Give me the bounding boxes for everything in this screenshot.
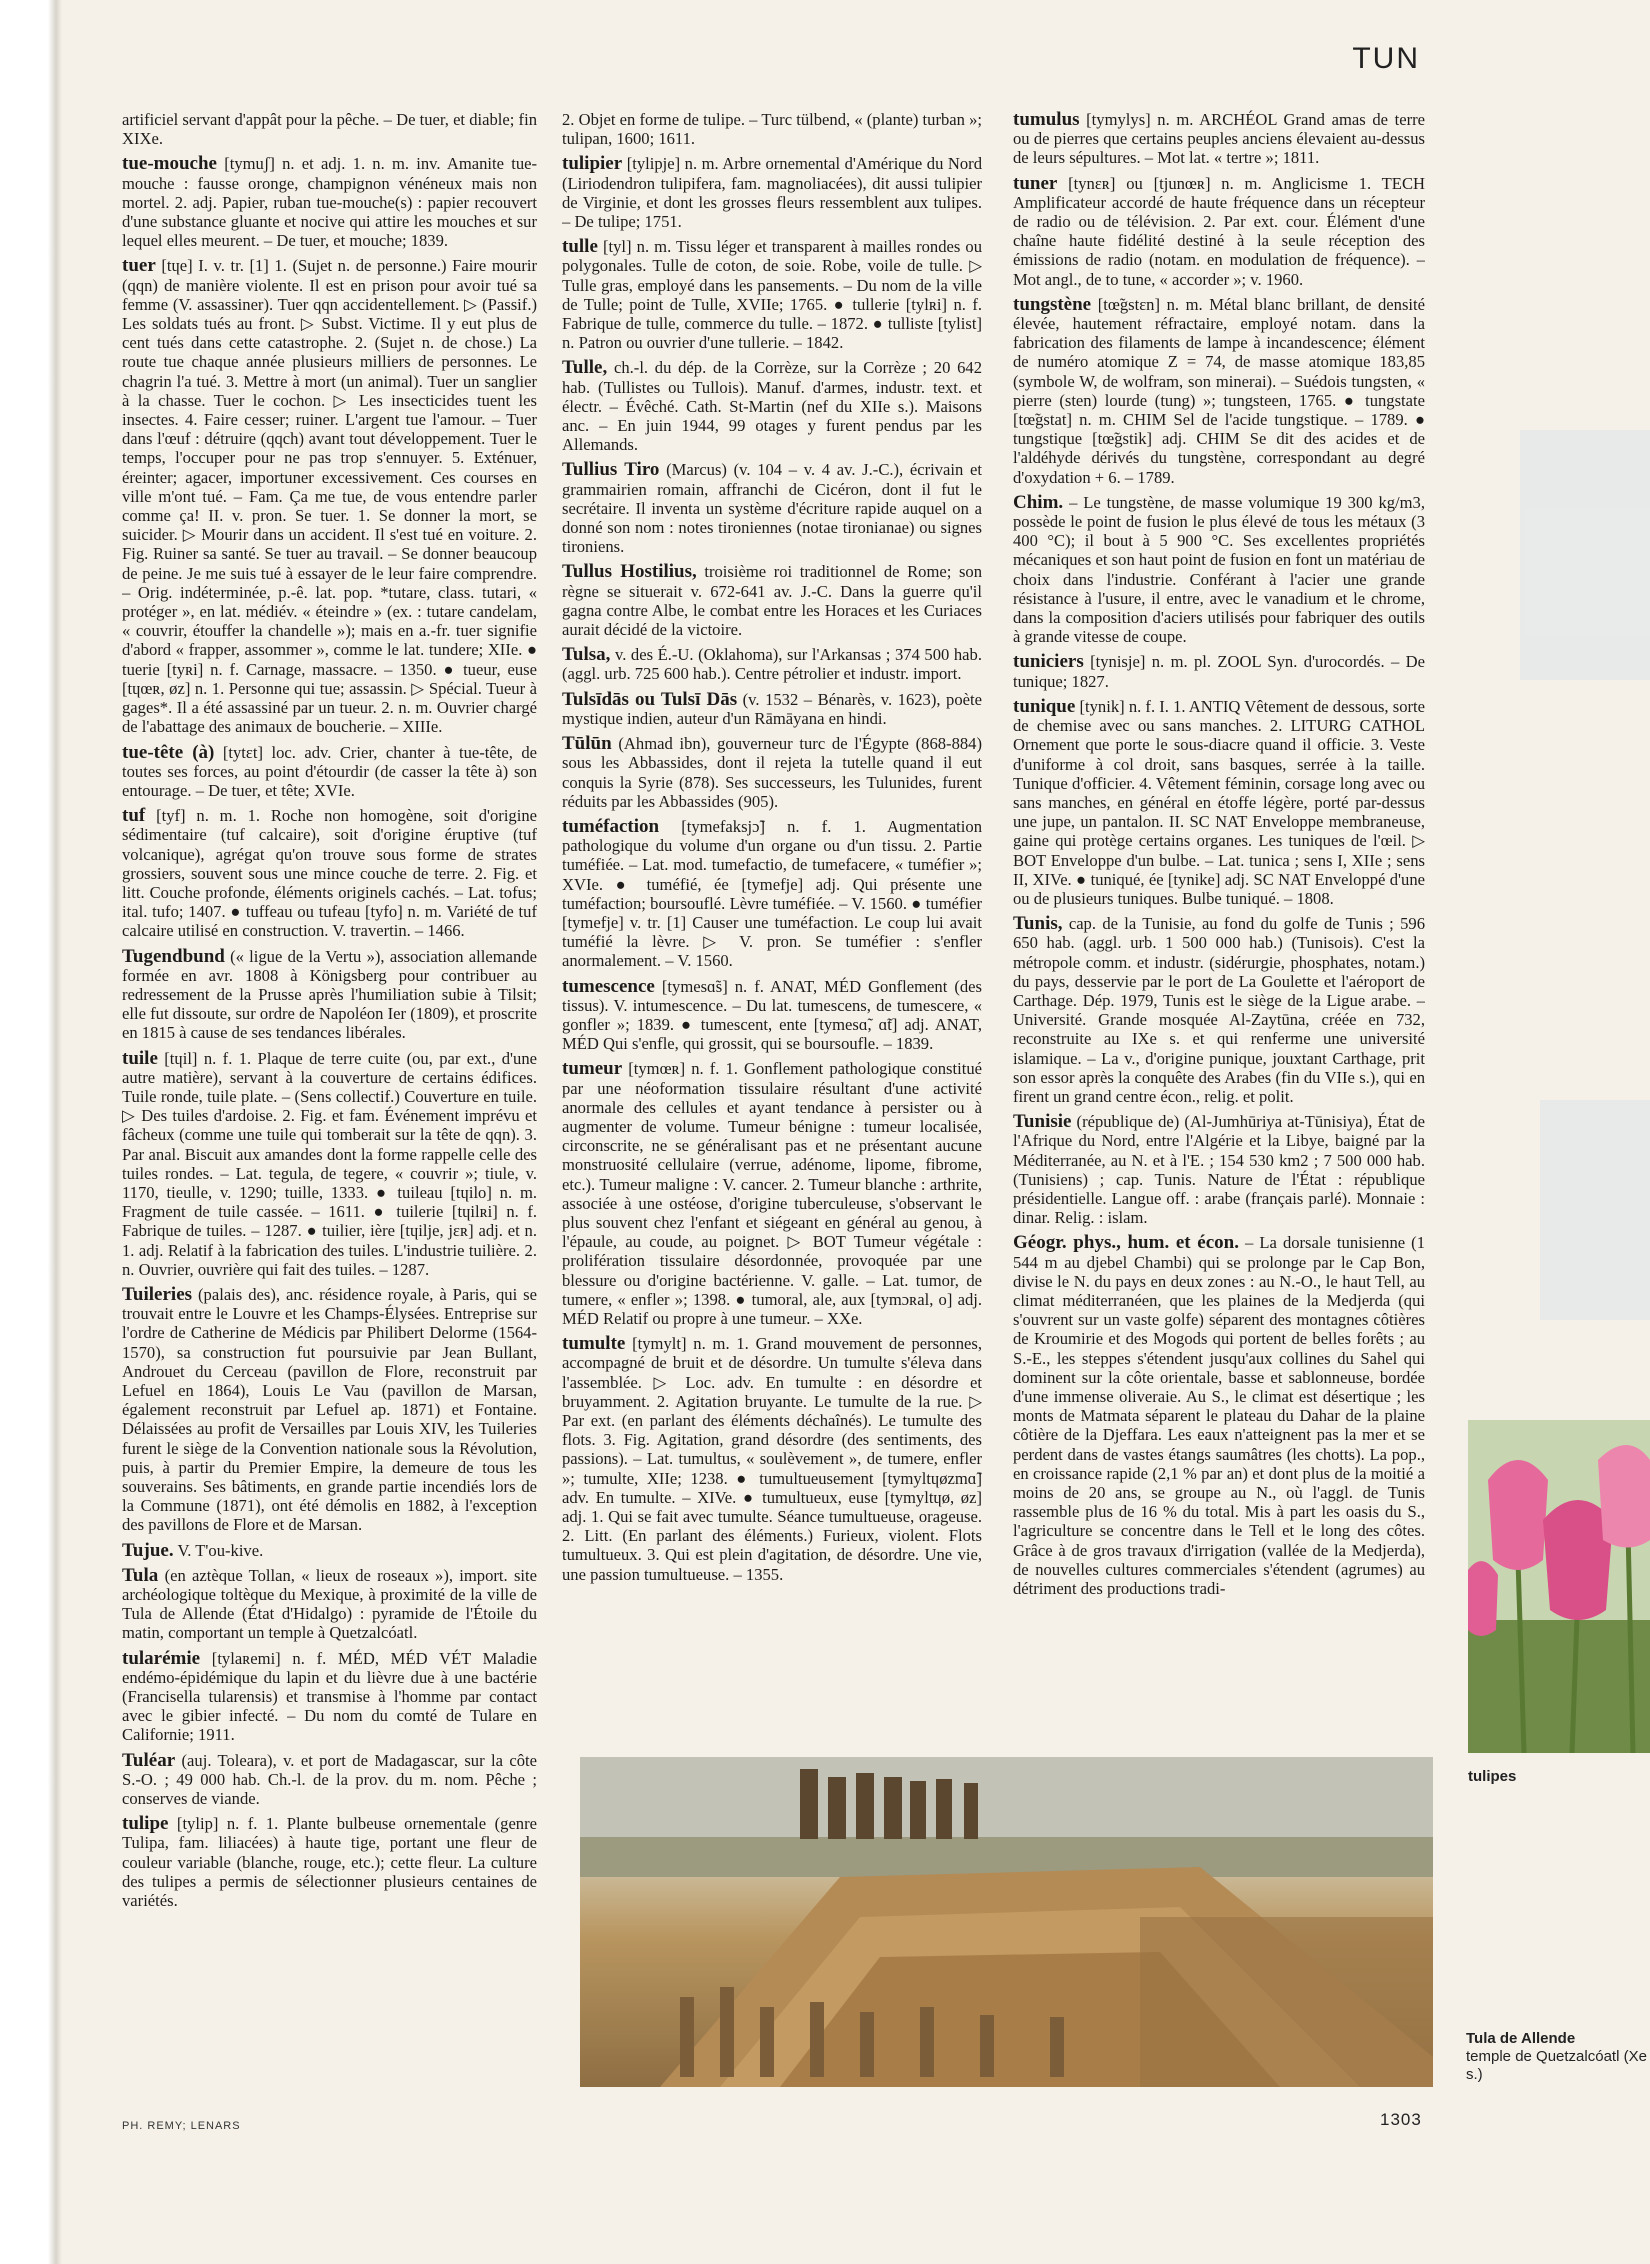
dictionary-entry [122, 1649, 537, 1745]
entry-headword: tulipe [122, 1813, 169, 1835]
dictionary-entry [122, 110, 537, 148]
dictionary-entry [562, 645, 982, 683]
entry-definition: [tytɛt] loc. adv. Crier, chanter à tue-tête, de toutes ses forces, au point d'étourdir (de casser la tête à) son entourage. – De tuer, et tête; XVIe. [122, 742, 537, 800]
entry-definition: v. des É.-U. (Oklahoma), sur l'Arkansas ; 374 500 hab. (aggl. urb. 725 600 hab.). Centre pétrolier et industr. import. [562, 645, 982, 684]
dictionary-entry [122, 1541, 537, 1560]
entry-headword: tue-tête (à) [122, 741, 215, 763]
dictionary-entry [122, 1814, 537, 1910]
entry-headword: Tunis, [1013, 913, 1063, 935]
bleed-through-shade [1540, 1100, 1650, 1320]
tula-caption [1466, 2030, 1650, 2084]
dictionary-entry [1013, 174, 1425, 289]
entry-headword: Chim. [1013, 491, 1064, 513]
entry-definition: [tyf] n. m. 1. Roche non homogène, soit d'origine sédimentaire (tuf calcaire), soit d'origine éruptive (tuf volcanique), agrégat qu'on trouve sous forme de strates grossiers, souvent sous une mince couche de terre. 2. Fig. et litt. Couche profonde, éléments originels cachés. – Lat. tofus; ital. tufo; 1407. ● tuffeau ou tufeau [tyfo] n. m. Variété de tuf calcaire utilisé en construction. V. travertin. – 1466. [122, 806, 537, 941]
page-number: 1303 [1380, 2110, 1422, 2129]
entry-headword: Tulsīdās ou Tulsī Dās [562, 688, 738, 710]
text-column-3 [1013, 110, 1425, 1750]
entry-definition: [tynisje] n. m. pl. ZOOL Syn. d'urocordés. – De tunique; 1827. [1013, 652, 1425, 691]
entry-definition: (en aztèque Tollan, « lieux de roseaux »), import. site archéologique toltèque du Mexique, à proximité de la ville de Tula de Allende (État d'Hidalgo) : pyramide de l'Étoile du matin, comportant un temple à Quetzalcóatl. [122, 1565, 537, 1643]
text-column-1 [122, 110, 537, 2095]
entry-definition: [tylipje] n. m. Arbre ornemental d'Amérique du Nord (Liriodendron tulipifera, fam. magnoliacées), dit aussi tulipier de Virginie, et dont les grosses fleurs ressemblent aux tulipes. – De tulipe; 1751. [562, 154, 982, 232]
dictionary-entry [122, 743, 537, 801]
entry-headword: tulle [562, 236, 598, 258]
dictionary-entry [562, 817, 982, 971]
dictionary-entry [1013, 1233, 1425, 1598]
bleed-through-shade [1520, 430, 1650, 680]
dictionary-entry [122, 1049, 537, 1279]
dictionary-entry [562, 977, 982, 1054]
entry-definition: (Ahmad ibn), gouverneur turc de l'Égypte (868-884) sous les Abbassides, dont il rejeta la tutelle quand il eut conquis la Syrie (878). Ses successeurs, les Tulunides, furent réduits par les Abbassides (905). [562, 734, 982, 811]
dictionary-entry [1013, 295, 1425, 487]
entry-headword: tuniciers [1013, 651, 1084, 673]
entry-headword: Tuileries [122, 1283, 193, 1305]
tula-temple-illustration [580, 1757, 1433, 2087]
dictionary-entry [122, 154, 537, 250]
entry-headword: Tullius Tiro [562, 459, 660, 481]
entry-definition: – La dorsale tunisienne (1 544 m au djebel Chambi) qui se prolonge par le Cap Bon, divise le N. du pays en deux zones : au N.-O., le haut Tell, au climat méditerranéen, que les plaines de la Medjerda (qui s'ouvrent sur un vaste golfe) séparent des montagnes côtières de Kroumirie et des Mogods qui portent de belles forêts ; au S.-E., les steppes s'étendent jusqu'aux collines du Sahel qui dominent sur la côte orientale, basse et sablonneuse, bordée d'une immense oliveraie. Au S., le climat est désertique ; les monts de Matmata séparent le plateau du Dahar de la plaine côtière de la Djeffara. Les eaux n'atteignent pas la mer et se perdent dans de vastes étangs saumâtres (les chotts). La pop., en croissance rapide (2,1 % par an) et dont plus de la moitié a moins de 20 ans, se groupe au N., où l'aggl. de Tunis rassemble plus de 16 % du total. Mis à part les oasis du S., l'agriculture se concentre dans le Tell et le long des côtes. Grâce à de gros travaux d'irrigation (vallée de la Medjerda), de nouvelles cultures commerciales s'étendent (agrumes) au détriment des productions tradi- [1013, 1233, 1425, 1599]
entry-headword: Géogr. phys., hum. et écon. [1013, 1232, 1239, 1254]
dictionary-entry [562, 110, 982, 148]
dictionary-entry [1013, 493, 1425, 647]
dictionary-entry [562, 237, 982, 352]
dictionary-entry [562, 1059, 982, 1328]
dictionary-entry [562, 358, 982, 454]
entry-definition: [tynɛʀ] ou [tjunœʀ] n. m. Anglicisme 1. TECH Amplificateur accordé de haute fréquence dans un récepteur de radio ou de télévision. 2. Par ext. cour. Élément d'une chaîne haute fidélité destiné à la seule réception des émissions de radio (notam. en modulation de fréquence). – Mot angl., de to tune, « accorder »; v. 1960. [1013, 173, 1425, 289]
entry-definition: [tymuʃ] n. et adj. 1. n. m. inv. Amanite tue-mouche : fausse oronge, champignon vénéneux mais non mortel. 2. adj. Papier, ruban tue-mouche(s) : papier recouvert d'une substance gluante et nocive qui attire les mouches et sur lequel elles meurent. – De tuer, et mouche; 1839. [122, 154, 537, 251]
entry-definition: (auj. Toleara), v. et port de Madagascar, sur la côte S.-O. ; 49 000 hab. Ch.-l. de la prov. du m. nom. Pêche ; conserves de viande. [122, 1750, 537, 1809]
entry-headword: tuméfaction [562, 815, 660, 837]
dictionary-entry [562, 1334, 982, 1584]
tula-caption-subtitle: temple de Quetzalcóatl (Xe s.) [1466, 2048, 1647, 2083]
photo-credit: PH. REMY; LENARS [122, 2120, 241, 2132]
entry-headword: Tūlūn [562, 733, 612, 755]
tula-caption-title: Tula de Allende [1466, 2030, 1576, 2047]
entry-headword: Tullus Hostilius, [562, 561, 697, 583]
entry-headword: tungstène [1013, 293, 1092, 315]
entry-definition: V. T'ou-kive. [177, 1540, 264, 1560]
dictionary-entry [1013, 697, 1425, 908]
dictionary-entry [1013, 914, 1425, 1106]
entry-headword: tunique [1013, 695, 1076, 717]
entry-headword: Tulle, [562, 357, 608, 379]
entry-definition: 2. Objet en forme de tulipe. – Turc tülbend, « (plante) turban »; tulipan, 1600; 1611. [562, 110, 982, 149]
entry-definition: [tymefaksjɔ̃] n. f. 1. Augmentation pathologique du volume d'un organe ou d'un tissu. 2. Partie tuméfiée. – Lat. mod. tumefactio, de tumefacere, « tuméfier »; XVIe. ● tuméfié, ée [tymefje] adj. Qui présente une tuméfaction; boursouflé. Lèvre tuméfiée. – V. 1560. ● tuméfier [tymefje] v. tr. [1] Causer une tuméfaction. Le coup lui avait tuméfié la lèvre. ▷ V. pron. Se tuméfier : s'enfler anormalement. – V. 1560. [562, 816, 982, 971]
entry-definition: troisième roi traditionnel de Rome; son règne se situerait v. 672-641 av. J.-C. Dans la guerre qu'il gagna contre Albe, le combat entre les Horaces et les Curiaces aurait décidé de la victoire. [562, 562, 982, 640]
dictionary-entry [1013, 1112, 1425, 1227]
dictionary-entry [122, 1285, 537, 1535]
entry-definition: [tyl] n. m. Tissu léger et transparent à mailles rondes ou polygonales. Tulle de coton, de soie. Robe, voile de tulle. ▷ Tulle gras, employé dans les pansements. – Du nom de la ville de Tulle; point de Tulle, XVIIe; 1765. ● tullerie [tylʀi] n. f. Fabrique de tulle, commerce du tulle. – 1872. ● tulliste [tylist] n. Patron ou ouvrier d'une tullerie. – 1842. [562, 237, 982, 353]
dictionary-entry [122, 1751, 537, 1809]
entry-definition: (république de) (Al-Jumhūriya at-Tūnisiya), État de l'Afrique du Nord, entre l'Algérie et la Libye, baigné par la Méditerranée, au N. et à l'E. ; 154 530 km2 ; 7 500 000 hab. (Tunisiens) ; cap. Tunis. Nature de l'État : république présidentielle. Langue off. : arabe (français parlé). Monnaie : dinar. Relig. : islam. [1013, 1112, 1425, 1228]
entry-headword: Tugendbund [122, 945, 225, 967]
dictionary-entry [1013, 652, 1425, 690]
entry-definition: [tɥil] n. f. 1. Plaque de terre cuite (ou, par ext., d'une autre matière), servant à la couverture de certains édifices. Tuile ronde, tuile plate. – (Sens collectif.) Couverture en tuile. ▷ Des tuiles d'ardoise. 2. Fig. et fam. Événement imprévu et fâcheux (comme une tuile qui tomberait sur la tête de qqn). 3. Par anal. Biscuit aux amandes dont la forme rappelle celle des tuiles rondes. – Lat. tegula, de tegere, « couvrir »; tiule, v. 1170, tieulle, v. 1290; tuille, 1333. ● tuileau [tɥilo] n. m. Fragment de tuile cassée. – 1611. ● tuilerie [tɥilʀi] n. f. Fabrique de tuiles. – 1287. ● tuilier, ière [tɥilje, jɛʀ] adj. et n. 1. adj. Relatif à la fabrication des tuiles. L'industrie tuilière. 2. n. Ouvrier, ouvrière qui fait des tuiles. – 1287. [122, 1048, 537, 1279]
dictionary-entry [122, 806, 537, 940]
dictionary-entry [562, 690, 982, 728]
entry-headword: tularémie [122, 1647, 201, 1669]
entry-headword: tumulte [562, 1333, 626, 1355]
entry-definition: (Marcus) (v. 104 – v. 4 av. J.-C.), écrivain et grammairien romain, affranchi de Cicéron, dont il fut le secrétaire. Il inventa un système d'écriture rapide auquel on a donné son nom : notes tironiennes (notae tironianae) ou signes tironiens. [562, 460, 982, 557]
entry-definition: (« ligue de la Vertu »), association allemande formée en avr. 1808 à Königsberg pour contribuer au redressement de la Prusse après l'humiliation subie à Tilsit; elle fut dissoute, sur ordre de Napoléon Ier (1809), et proscrite en 1815 à cause de ses tendances libérales. [122, 946, 537, 1043]
entry-definition: [tylaʀemi] n. f. MÉD, MÉD VÉT Maladie endémo-épidémique du lapin et du lièvre due à une bactérie (Francisella tularensis) et transmise à l'homme par contact avec le gibier infecté. – Du nom du comté de Tulare en Californie; 1911. [122, 1648, 537, 1745]
tulips-photo [1468, 1420, 1650, 1753]
entry-headword: Tuléar [122, 1749, 176, 1771]
entry-definition: [tœ̃gstɛn] n. m. Métal blanc brillant, de densité élevée, hautement réfractaire, employé notam. dans la fabrication des filaments de lampe à incandescence; élément de numéro atomique Z = 74, de masse atomique 183,85 (symbole W, de wolfram, son minerai). – Suédois tungsten, « pierre (sten) lourde (tung) »; tungsteen, 1765. ● tungstate [tœ̃gstat] n. m. CHIM Sel de l'acide tungstique. – 1789. ● tungstique [tœ̃gstik] adj. CHIM Se dit des acides et de l'aldéhyde dérivés du tungstène, correspondant au degré d'oxydation + 6. – 1789. [1013, 294, 1425, 487]
entry-definition: [tynik] n. f. I. 1. ANTIQ Vêtement de dessous, sorte de chemise avec ou sans manches. 2. LITURG CATHOL Ornement que porte le sous-diacre quand il officie. 3. Veste d'uniforme à col droit, sans basques, serrée à la taille. Tunique d'officier. 4. Vêtement féminin, corsage long avec ou sans manches, en général en étoffe légère, porté par-dessus une jupe, un pantalon. II. SC NAT Enveloppe membraneuse, gaine qui protège certains organes. Les tuniques de l'œil. ▷ BOT Enveloppe d'un bulbe. – Lat. tunica ; sens I, XIIe ; sens II, XIVe. ● tuniqué, ée [tynike] adj. SC NAT Enveloppé d'une ou de plusieurs tuniques. Bulbe tuniqué. – 1808. [1013, 696, 1425, 908]
entry-headword: tuer [122, 255, 156, 277]
page-left-edge-shadow [0, 0, 62, 2264]
entry-headword: Tunisie [1013, 1111, 1072, 1133]
entry-headword: tumulus [1013, 110, 1080, 130]
entry-definition: [tymesɑ̃s] n. f. ANAT, MÉD Gonflement (des tissus). V. intumescence. – Du lat. tumescens, de tumescere, « gonfler »; 1839. ● tumescent, ente [tymesɑ̃, ɑ̃t] adj. ANAT, MÉD Qui s'enfle, qui grossit, qui se boursoufle. – 1839. [562, 976, 982, 1054]
entry-definition: (palais des), anc. résidence royale, à Paris, qui se trouvait entre le Louvre et les Champs-Élysées. Entreprise sur l'ordre de Catherine de Médicis par Philibert Delorme (1564-1570), sa construction fut poursuivie par Jean Bullant, Androuet du Cerceau (pavillon de Flore, reconstruit par Lefuel en 1864), Louis Le Vau (pavillon de Marsan, également reconstruit par Lefuel ap. 1871) et Fontaine. Délaissées au profit de Versailles par Louis XIV, les Tuileries furent le siège de la Convention nationale sous la Révolution, puis, à partir du Premier Empire, la demeure de tous les souverains. Ses bâtiments, en grande partie incendiés lors de la Commune (1871), ont été démolis en 1882, à l'exception des pavillons de Flore et de Marsan. [122, 1284, 537, 1535]
entry-headword: tumeur [562, 1058, 623, 1080]
entry-definition: [tymylt] n. m. 1. Grand mouvement de personnes, accompagné de bruit et de désordre. Un tumulte s'éleva dans l'assemblée. ▷ Loc. adv. En tumulte : en désordre et bruyamment. 2. Agitation bruyante. Le tumulte de la rue. ▷ Par ext. (en parlant des éléments déchaînés). Le tumulte des flots. 3. Fig. Agitation, grand désordre (des sentiments, des passions). – Lat. tumultus, « soulèvement », de tumere, enfler »; tumulte, XIIe; 1238. ● tumultueusement [tymyltɥøzmɑ̃] adv. En tumulte. – XIVe. ● tumultueux, euse [tymyltɥø, øz] adj. 1. Qui se fait avec tumulte. Séance tumultueuse, orageuse. 2. Litt. (En parlant des éléments.) Furieux, violent. Flots tumultueux. 3. Qui est plein d'agitation, de désordre. Une vie, une passion tumultueuse. – 1355. [562, 1334, 982, 1584]
entry-definition: artificiel servant d'appât pour la pêche. – De tuer, et diable; fin XIXe. [122, 110, 537, 149]
dictionary-entry [562, 734, 982, 811]
tula-photo [580, 1757, 1433, 2087]
entry-definition: ch.-l. du dép. de la Corrèze, sur la Corrèze ; 20 642 hab. (Tullistes ou Tullois). Manuf. d'armes, industr. text. et électr. – Évêché. Cath. St-Martin (nef du XIIe s.). Maisons anc. – En juin 1944, 99 otages y furent pendus par les Allemands. [562, 358, 982, 455]
dictionary-entry [1013, 110, 1425, 168]
running-head: TUN [1352, 42, 1420, 75]
entry-headword: tumescence [562, 975, 655, 997]
entry-headword: Tulsa, [562, 644, 611, 666]
entry-definition: [tylip] n. f. 1. Plante bulbeuse ornementale (genre Tulipa, fam. liliacées) à haute tige, portant une fleur de couleur variable (blanche, rouge, etc.); cette fleur. La culture des tulipes a permis de sélectionner plusieurs centaines de variétés. [122, 1814, 537, 1911]
entry-headword: tulipier [562, 153, 623, 175]
entry-definition: – Le tungstène, de masse volumique 19 300 kg/m3, possède le point de fusion le plus élevé de tous les métaux (3 400 °C); il bout à 5 900 °C. Ses excellentes propriétés mécaniques et son haut point de fusion en font un matériau de choix dans l'industrie. Conférant à l'acier une grande résistance à l'usure, il entre, avec le vanadium et le chrome, dans la composition d'aciers utilisés pour fabriquer des outils à grande vitesse de coupe. [1013, 492, 1425, 647]
dictionary-entry [122, 1566, 537, 1643]
entry-definition: [tymœʀ] n. f. 1. Gonflement pathologique constitué par une néoformation tissulaire résultant d'une activité anormale des cellules et ayant tendance à persister ou à augmenter de volume. Tumeur bénigne : tumeur localisée, circonscrite, ne se généralisant pas et ne présentant aucune monstruosité cellulaire (verrue, adénome, lipome, fibrome, etc.). Tumeur maligne : V. cancer. 2. Tumeur blanche : arthrite, associée à une ostéose, d'origine tuberculeuse, s'observant le plus souvent chez l'enfant et siégeant en général au genou, à l'épaule, au coude, au poignet. ▷ BOT Tumeur végétale : prolifération tissulaire désordonnée, provoquée par une blessure ou d'origine bactérienne. V. galle. – Lat. tumor, de tumere, « enfler »; 1398. ● tumoral, ale, aux [tymɔʀal, o] adj. MÉD Relatif ou propre à une tumeur. – XXe. [562, 1059, 982, 1328]
entry-headword: tuf [122, 805, 146, 827]
entry-definition: [tɥe] I. v. tr. [1] 1. (Sujet n. de personne.) Faire mourir (qqn) de manière violente. Il est en prison pour avoir tué sa femme (V. assassiner). Tuer qqn accidentellement. ▷ (Passif.) Les soldats tués au front. ▷ Subst. Victime. Il y eut plus de cent tués dans cette catastrophe. 2. (Sujet n. de chose.) La route tue chaque année plusieurs milliers de personnes. Le chagrin l'a tué. 3. Mettre à mort (un animal). Tuer un sanglier à la chasse. Tuer le cochon. ▷ Les insecticides tuent les insectes. 4. Faire cesser; ruiner. L'argent tue l'amour. – Tuer dans l'œuf : détruire (qqch) avant tout développement. Tuer le temps, l'occuper pour ne pas trop s'ennuyer. 5. Exténuer, éreinter; agacer, importuner excessivement. Ces courses en ville m'ont tué. – Fam. Ça me tue, de vous entendre parler comme ça! II. v. pron. Se tuer. 1. Se donner la mort, se suicider. ▷ Mourir dans un accident. Il s'est tué en voiture. 2. Fig. Ruiner sa santé. Se tuer au travail. – Se donner beaucoup de peine. Je me suis tué à essayer de le leur faire comprendre. – Orig. indéterminée, p.-ê. lat. pop. *tutare, class. tutari, « protéger », en lat. médiév. « éteindre » (ex. : tutare candelam, « couvrir, étouffer la chandelle »); mais en a.-fr. tuer signifie d'abord « frapper, assommer », comme le lat. tundere; XIIe. ● tuerie [tyʀi] n. f. Carnage, massacre. – 1350. ● tueur, euse [tɥœʀ, øz] n. 1. Personne qui tue; assassin. ▷ Spécial. Tueur à gages*. Il a été assassiné par un tueur. 2. n. m. Ouvrier chargé de l'abattage des animaux de boucherie. – XIIIe. [122, 256, 537, 737]
dictionary-entry [122, 256, 537, 736]
text-column-2 [562, 110, 982, 1765]
entry-headword: Tujue. [122, 1539, 174, 1561]
entry-headword: Tula [122, 1564, 159, 1586]
entry-headword: tuner [1013, 172, 1058, 194]
entry-definition: (v. 1532 – Bénarès, v. 1623), poète mystique indien, auteur d'un Rāmāyana en hindi. [562, 689, 982, 728]
dictionary-entry [562, 460, 982, 556]
dictionary-entry [122, 947, 537, 1043]
dictionary-entry [562, 154, 982, 231]
tulips-illustration [1468, 1420, 1650, 1753]
entry-definition: [tymylys] n. m. ARCHÉOL Grand amas de terre ou de pierres que certains peuples anciens élevaient au-dessus de leurs sépultures. – Mot lat. « tertre »; 1811. [1013, 110, 1425, 168]
dictionary-entry [562, 562, 982, 639]
entry-headword: tue-mouche [122, 153, 217, 175]
tulips-caption: tulipes [1468, 1768, 1517, 1785]
entry-definition: cap. de la Tunisie, au fond du golfe de Tunis ; 596 650 hab. (aggl. urb. 1 500 000 hab.) (Tunisois). C'est la métropole comm. et industr. (sidérurgie, phosphates, notam.) du pays, desservie par le port de La Goulette et l'aéroport de Carthage. Dép. 1979, Tunis est le siège de la Ligue arabe. – Université. Grande mosquée Al-Zaytūna, créée en 732, reconstruite au IXe s. et qui renferme une université islamique. – La v., d'origine punique, jouxtant Carthage, prit son essor après la conquête des Arabes (fin du VIIe s.), qui en firent un grand centre écon., relig. et polit. [1013, 914, 1425, 1106]
entry-headword: tuile [122, 1047, 158, 1069]
